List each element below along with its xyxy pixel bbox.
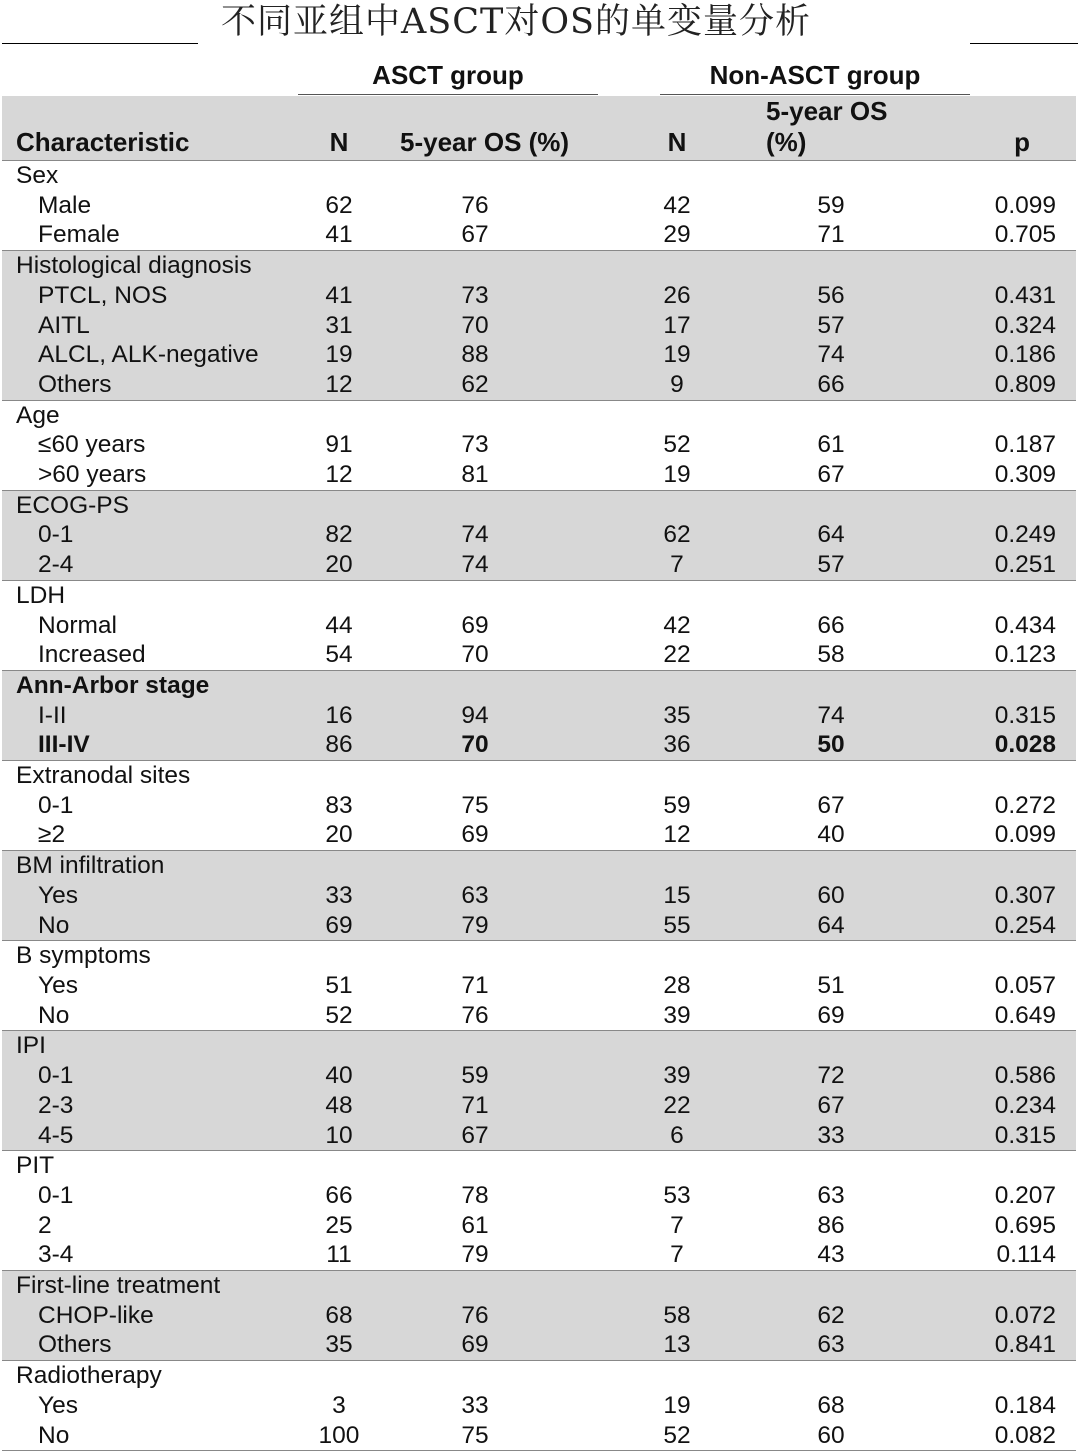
table-row: [2, 220, 1076, 250]
row-label: 0-1: [38, 791, 74, 819]
row-label: Increased: [2, 640, 294, 670]
cell-asct-n: 19: [294, 340, 384, 370]
col-header-non-asct-os: 5-year OS (%): [744, 96, 904, 161]
section-header-row: [2, 851, 1076, 881]
row-label: No: [2, 1001, 294, 1031]
table-section: [2, 1151, 1076, 1271]
col-header-asct-n: N: [294, 96, 384, 161]
table-section: [2, 1271, 1076, 1361]
column-header-row: [2, 96, 1076, 161]
cell-p-value: 0.705: [904, 220, 1076, 250]
cell-non-asct-n: 55: [594, 911, 744, 941]
section-label: Radiotherapy: [16, 1362, 162, 1390]
cell-asct-n: 20: [294, 820, 384, 850]
cell-p-value: 0.072: [904, 1301, 1076, 1331]
cell-asct-os: 79: [384, 1240, 594, 1270]
cell-asct-n: 40: [294, 1061, 384, 1091]
cell-asct-os: 88: [384, 340, 594, 370]
section-label: IPI: [2, 1031, 1076, 1061]
cell-non-asct-os: 68: [817, 1391, 845, 1419]
cell-non-asct-os: 60: [744, 881, 904, 911]
cell-non-asct-n: 26: [594, 281, 744, 311]
table-row: [2, 1121, 1076, 1151]
cell-asct-n: 51: [325, 971, 353, 999]
cell-asct-n: 31: [294, 311, 384, 341]
section-header-row: [2, 670, 1076, 700]
cell-p-value: 0.186: [904, 340, 1076, 370]
cell-non-asct-n: 19: [663, 1391, 691, 1419]
section-header-row: [2, 490, 1076, 520]
cell-p-value: 0.234: [904, 1091, 1076, 1121]
section-header-row: [2, 251, 1076, 281]
cell-asct-n: 20: [294, 550, 384, 580]
cell-non-asct-os: 61: [817, 431, 845, 459]
cell-non-asct-os: 67: [744, 460, 904, 490]
cell-asct-n: 33: [294, 881, 384, 911]
cell-p-value: 0.309: [904, 460, 1076, 490]
table-row: [2, 340, 1076, 370]
cell-non-asct-n: 12: [594, 820, 744, 850]
asct-group-header: ASCT group: [298, 56, 598, 95]
cell-non-asct-n: 52: [594, 1421, 744, 1451]
cell-asct-os: 74: [384, 520, 594, 550]
cell-asct-os: 69: [461, 611, 489, 639]
row-label: No: [2, 911, 294, 941]
cell-asct-os: 78: [461, 1181, 489, 1209]
section-header-row: [2, 941, 1076, 971]
table-row: [2, 460, 1076, 490]
cell-non-asct-n: 19: [594, 340, 744, 370]
cell-asct-os: 63: [384, 881, 594, 911]
section-header-row: [2, 1361, 1076, 1391]
cell-asct-os: 70: [384, 730, 594, 760]
cell-asct-os: 70: [384, 311, 594, 341]
row-label: III-IV: [2, 730, 294, 760]
table-row: [2, 1181, 1076, 1211]
cell-asct-os: 67: [384, 1121, 594, 1151]
table-section: [2, 1361, 1076, 1451]
cell-p-value: 0.099: [994, 191, 1056, 219]
table-row: [2, 1091, 1076, 1121]
table-row: [2, 881, 1076, 911]
cell-asct-n: 35: [294, 1330, 384, 1360]
cell-asct-n: 12: [294, 460, 384, 490]
section-header-row: [2, 400, 1076, 430]
table-row: [2, 730, 1076, 760]
table-row: [2, 791, 1076, 821]
col-header-non-asct-n: N: [594, 96, 744, 161]
table-section: [2, 400, 1076, 490]
cell-non-asct-os: 86: [817, 1211, 845, 1239]
cell-asct-n: 86: [294, 730, 384, 760]
cell-non-asct-n: 36: [594, 730, 744, 760]
table-row: [2, 1391, 1076, 1421]
cell-asct-n: 25: [325, 1211, 353, 1239]
col-header-p-value: p: [904, 96, 1076, 161]
cell-non-asct-os: 58: [744, 640, 904, 670]
section-header-row: [2, 761, 1076, 791]
cell-asct-n: 41: [294, 281, 384, 311]
cell-non-asct-n: 39: [594, 1001, 744, 1031]
cell-asct-os: 75: [461, 791, 489, 819]
table-row: [2, 1061, 1076, 1091]
cell-non-asct-os: 63: [817, 1181, 845, 1209]
cell-asct-os: 33: [461, 1391, 489, 1419]
cell-asct-n: 16: [294, 701, 384, 731]
cell-non-asct-os: 51: [817, 971, 845, 999]
row-label: I-II: [2, 701, 294, 731]
section-label: Age: [16, 401, 60, 429]
row-label: 2-3: [2, 1091, 294, 1121]
table-row: [2, 1240, 1076, 1270]
cell-non-asct-n: 6: [594, 1121, 744, 1151]
table-row: [2, 640, 1076, 670]
cell-non-asct-os: 66: [817, 611, 845, 639]
cell-non-asct-os: 62: [744, 1301, 904, 1331]
cell-non-asct-n: 13: [594, 1330, 744, 1360]
section-label: Sex: [16, 162, 59, 189]
cell-non-asct-n: 59: [663, 791, 691, 819]
table-row: [2, 281, 1076, 311]
cell-p-value: 0.431: [904, 281, 1076, 311]
cell-asct-os: 76: [461, 191, 489, 219]
section-label: B symptoms: [16, 942, 151, 970]
row-label: ≤60 years: [38, 431, 146, 459]
cell-asct-n: 52: [294, 1001, 384, 1031]
section-label: ECOG-PS: [2, 490, 1076, 520]
row-label: CHOP-like: [2, 1301, 294, 1331]
cell-non-asct-n: 52: [663, 431, 691, 459]
cell-asct-n: 41: [294, 220, 384, 250]
cell-p-value: 0.307: [904, 881, 1076, 911]
table-section: [2, 580, 1076, 670]
table-row: [2, 611, 1076, 641]
table-section: [2, 490, 1076, 580]
cell-p-value: 0.315: [904, 1121, 1076, 1151]
os-analysis-table: [2, 96, 1076, 1451]
section-header-row: [2, 1031, 1076, 1061]
cell-p-value: 0.809: [904, 370, 1076, 400]
cell-asct-os: 75: [384, 1421, 594, 1451]
cell-asct-os: 69: [384, 820, 594, 850]
cell-non-asct-n: 17: [594, 311, 744, 341]
table-section: [2, 761, 1076, 851]
table-row: [2, 1001, 1076, 1031]
cell-non-asct-os: 74: [744, 701, 904, 731]
table-row: [2, 701, 1076, 731]
cell-asct-n: 62: [325, 191, 353, 219]
table-row: [2, 1330, 1076, 1360]
cell-non-asct-n: 53: [663, 1181, 691, 1209]
section-label: First-line treatment: [2, 1271, 1076, 1301]
cell-p-value: 0.249: [904, 520, 1076, 550]
cell-asct-n: 3: [332, 1391, 346, 1419]
table-section: [2, 161, 1076, 251]
table-row: [2, 971, 1076, 1001]
cell-non-asct-n: 15: [594, 881, 744, 911]
row-label: Female: [2, 220, 294, 250]
cell-p-value: 0.184: [994, 1391, 1056, 1419]
table-row: [2, 1211, 1076, 1241]
cell-non-asct-n: 22: [594, 1091, 744, 1121]
cell-asct-os: 62: [384, 370, 594, 400]
row-label: 0-1: [38, 1181, 74, 1209]
cell-asct-os: 74: [384, 550, 594, 580]
row-label: No: [2, 1421, 294, 1451]
table-row: [2, 430, 1076, 460]
row-label: Yes: [38, 1391, 78, 1419]
row-label: Male: [38, 191, 92, 219]
cell-asct-os: 81: [384, 460, 594, 490]
cell-non-asct-os: 74: [744, 340, 904, 370]
row-label: 3-4: [2, 1240, 294, 1270]
cell-asct-n: 66: [325, 1181, 353, 1209]
table-row: [2, 191, 1076, 221]
cell-non-asct-n: 62: [594, 520, 744, 550]
table-row: [2, 1301, 1076, 1331]
section-label: Extranodal sites: [16, 762, 191, 790]
cell-non-asct-n: 39: [594, 1061, 744, 1091]
cell-asct-os: 76: [384, 1301, 594, 1331]
cell-asct-n: 11: [294, 1240, 384, 1270]
cell-non-asct-os: 60: [744, 1421, 904, 1451]
cell-asct-n: 10: [294, 1121, 384, 1151]
cell-non-asct-os: 64: [744, 520, 904, 550]
cell-p-value: 0.841: [904, 1330, 1076, 1360]
section-label: Ann-Arbor stage: [2, 670, 1076, 700]
non-asct-group-header: Non-ASCT group: [660, 56, 970, 95]
cell-non-asct-n: 35: [594, 701, 744, 731]
cell-non-asct-os: 71: [744, 220, 904, 250]
cell-p-value: 0.099: [904, 820, 1076, 850]
table-section: [2, 1031, 1076, 1151]
cell-non-asct-n: 7: [594, 1240, 744, 1270]
cell-asct-os: 94: [384, 701, 594, 731]
title-rule-right: [970, 43, 1078, 44]
cell-asct-os: 73: [384, 281, 594, 311]
table-section: [2, 251, 1076, 401]
cell-p-value: 0.187: [994, 431, 1056, 459]
cell-asct-os: 67: [384, 220, 594, 250]
cell-non-asct-os: 63: [744, 1330, 904, 1360]
cell-p-value: 0.254: [904, 911, 1076, 941]
cell-asct-os: 79: [384, 911, 594, 941]
cell-asct-os: 59: [384, 1061, 594, 1091]
cell-non-asct-os: 69: [744, 1001, 904, 1031]
table-section: [2, 670, 1076, 760]
cell-p-value: 0.114: [904, 1240, 1076, 1270]
section-header-row: [2, 1151, 1076, 1181]
cell-asct-os: 69: [384, 1330, 594, 1360]
row-label: Yes: [38, 971, 78, 999]
table-row: [2, 370, 1076, 400]
cell-non-asct-os: 57: [744, 311, 904, 341]
cell-p-value: 0.324: [904, 311, 1076, 341]
section-header-row: [2, 161, 1076, 191]
cell-p-value: 0.123: [904, 640, 1076, 670]
cell-non-asct-os: 40: [744, 820, 904, 850]
cell-non-asct-os: 66: [744, 370, 904, 400]
row-label: ≥2: [2, 820, 294, 850]
section-header-row: [2, 580, 1076, 610]
cell-non-asct-n: 7: [594, 550, 744, 580]
cell-non-asct-os: 64: [744, 911, 904, 941]
section-label: LDH: [16, 581, 66, 609]
cell-non-asct-os: 57: [744, 550, 904, 580]
cell-p-value: 0.649: [904, 1001, 1076, 1031]
cell-non-asct-n: 9: [594, 370, 744, 400]
cell-asct-n: 69: [294, 911, 384, 941]
cell-non-asct-n: 28: [663, 971, 691, 999]
cell-non-asct-n: 22: [594, 640, 744, 670]
row-label: 2-4: [2, 550, 294, 580]
section-label: Histological diagnosis: [2, 251, 1076, 281]
cell-asct-n: 12: [294, 370, 384, 400]
title-rule-left: [2, 43, 198, 44]
cell-p-value: 0.272: [994, 791, 1056, 819]
cell-asct-n: 82: [294, 520, 384, 550]
table-row: [2, 520, 1076, 550]
table-row: [2, 1421, 1076, 1451]
table-section: [2, 851, 1076, 941]
cell-asct-n: 68: [294, 1301, 384, 1331]
row-label: Others: [2, 370, 294, 400]
cell-non-asct-n: 42: [663, 611, 691, 639]
row-label: Normal: [38, 611, 117, 639]
cell-non-asct-os: 56: [744, 281, 904, 311]
cell-asct-n: 44: [325, 611, 353, 639]
cell-asct-os: 70: [384, 640, 594, 670]
col-header-asct-os: 5-year OS (%): [384, 96, 594, 161]
cell-non-asct-os: 72: [744, 1061, 904, 1091]
section-header-row: [2, 1271, 1076, 1301]
row-label: Others: [2, 1330, 294, 1360]
cell-non-asct-n: 19: [594, 460, 744, 490]
cell-non-asct-os: 33: [744, 1121, 904, 1151]
cell-asct-os: 71: [461, 971, 489, 999]
group-header-row: [0, 56, 1080, 96]
cell-non-asct-os: 67: [744, 1091, 904, 1121]
cell-p-value: 0.586: [904, 1061, 1076, 1091]
row-label: PTCL, NOS: [2, 281, 294, 311]
cell-asct-n: 83: [325, 791, 353, 819]
cell-p-value: 0.028: [904, 730, 1076, 760]
row-label: ALCL, ALK-negative: [2, 340, 294, 370]
row-label: Yes: [2, 881, 294, 911]
table-row: [2, 550, 1076, 580]
cell-asct-n: 100: [294, 1421, 384, 1451]
cell-non-asct-os: 67: [817, 791, 845, 819]
cell-p-value: 0.434: [994, 611, 1056, 639]
table-row: [2, 911, 1076, 941]
section-label: PIT: [16, 1152, 55, 1180]
cell-asct-n: 48: [294, 1091, 384, 1121]
cell-p-value: 0.695: [994, 1211, 1056, 1239]
cell-p-value: 0.251: [904, 550, 1076, 580]
title-bar: [0, 0, 1080, 46]
row-label: 2: [38, 1211, 52, 1239]
cell-non-asct-os: 59: [817, 191, 845, 219]
cell-non-asct-n: 58: [594, 1301, 744, 1331]
cell-asct-n: 54: [294, 640, 384, 670]
row-label: 4-5: [2, 1121, 294, 1151]
cell-p-value: 0.082: [904, 1421, 1076, 1451]
row-label: AITL: [2, 311, 294, 341]
cell-asct-n: 91: [325, 431, 353, 459]
cell-non-asct-n: 29: [594, 220, 744, 250]
cell-asct-os: 71: [384, 1091, 594, 1121]
table-section: [2, 941, 1076, 1031]
cell-p-value: 0.207: [994, 1181, 1056, 1209]
row-label: 0-1: [2, 520, 294, 550]
cell-non-asct-n: 42: [663, 191, 691, 219]
cell-asct-os: 76: [384, 1001, 594, 1031]
cell-p-value: 0.057: [994, 971, 1056, 999]
row-label: 0-1: [2, 1061, 294, 1091]
cell-non-asct-os: 43: [744, 1240, 904, 1270]
cell-asct-os: 61: [461, 1211, 489, 1239]
page-title: 不同亚组中ASCT对OS的单变量分析: [220, 2, 812, 42]
cell-non-asct-n: 7: [670, 1211, 684, 1239]
table-row: [2, 820, 1076, 850]
col-header-characteristic: Characteristic: [2, 96, 294, 161]
cell-non-asct-os: 50: [744, 730, 904, 760]
row-label: >60 years: [2, 460, 294, 490]
section-label: BM infiltration: [2, 851, 1076, 881]
table-row: [2, 311, 1076, 341]
cell-p-value: 0.315: [904, 701, 1076, 731]
cell-asct-os: 73: [461, 431, 489, 459]
